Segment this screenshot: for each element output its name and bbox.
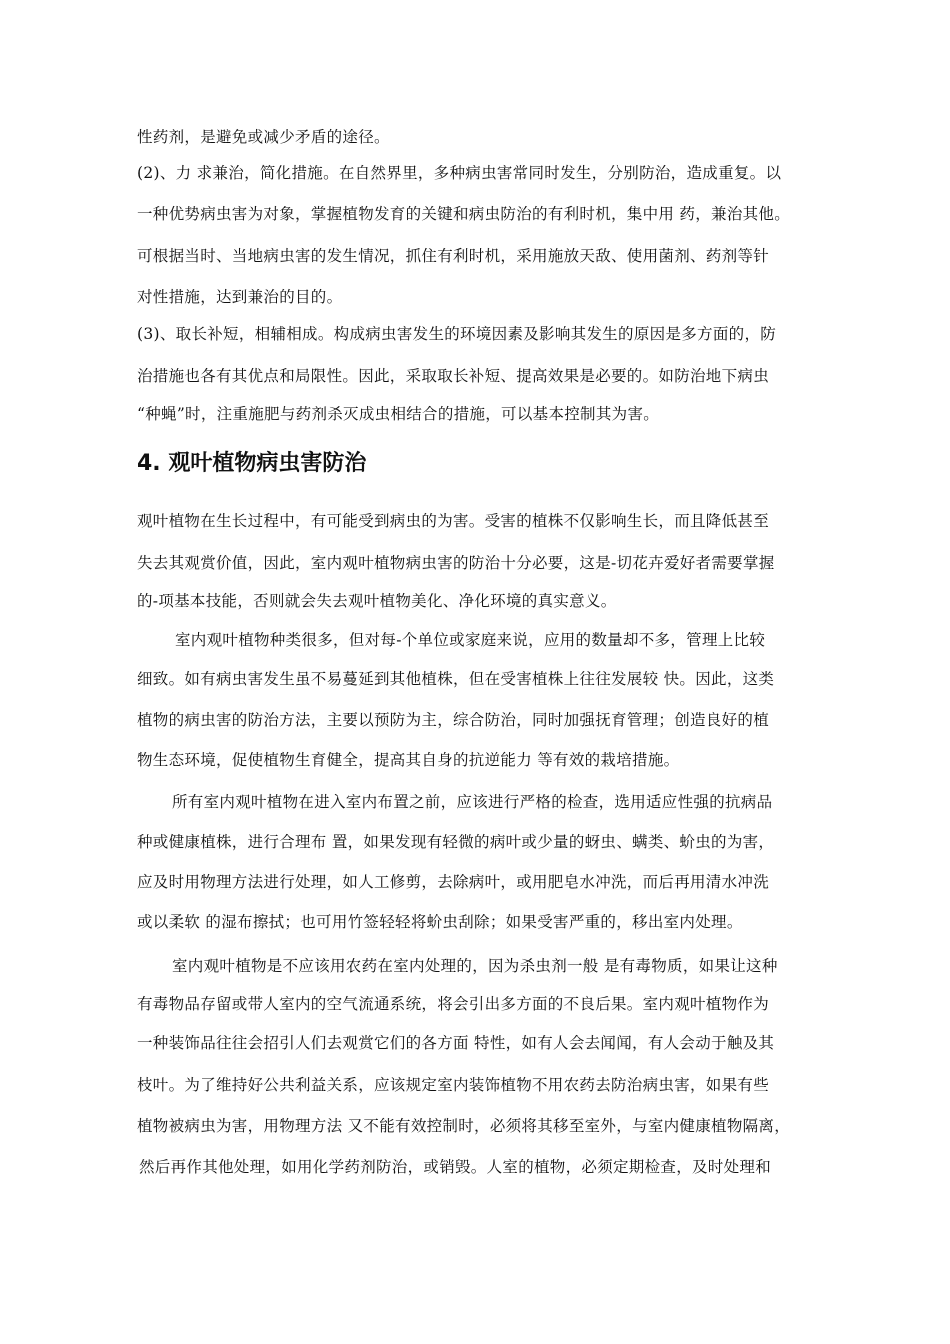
- text-line: 应及时用物理方法进行处理，如人工修剪，去除病叶，或用肥皂水冲洗，而后再用清水冲洗: [137, 873, 770, 891]
- text-line: “种蝇”时，注重施肥与药剂杀灭成虫相结合的措施，可以基本控制其为害。: [137, 405, 660, 423]
- text-line: 的-项基本技能，否则就会失去观叶植物美化、净化环境的真实意义。: [137, 592, 617, 610]
- text-line: 物生态环境，促使植物生育健全，提高其自身的抗逆能力 等有效的栽培措施。: [137, 751, 680, 769]
- text-line: 有毒物品存留或带人室内的空气流通系统，将会引出多方面的不良后果。室内观叶植物作为: [137, 995, 770, 1013]
- section-heading: 4. 观叶植物病虫害防治: [137, 451, 367, 476]
- text-line: 失去其观赏价值，因此，室内观叶植物病虫害的防治十分必要，这是-切花卉爱好者需要掌握: [137, 554, 775, 572]
- text-line: 植物被病虫为害，用物理方法 又不能有效控制时，必须将其移至室外，与室内健康植物隔离，: [137, 1117, 791, 1135]
- text-line: 然后再作其他处理，如用化学药剂防治，或销毁。人室的植物，必须定期检查，及时处理和: [139, 1158, 772, 1176]
- text-line: 室内观叶植物是不应该用农药在室内处理的，因为杀虫剂一般 是有毒物质，如果让这种: [172, 957, 778, 975]
- text-line: (2)、力 求兼治，简化措施。在自然界里，多种病虫害常同时发生，分别防治，造成重复。以: [137, 164, 782, 182]
- text-line: 植物的病虫害的防治方法，主要以预防为主，综合防治，同时加强抚育管理；创造良好的植: [137, 711, 770, 729]
- text-line: 对性措施，达到兼治的目的。: [137, 288, 343, 306]
- text-line: 细致。如有病虫害发生虽不易蔓延到其他植株，但在受害植株上往往发展较 快。因此，这类: [137, 670, 775, 688]
- text-line: (3)、取长补短，相辅相成。构成病虫害发生的环境因素及影响其发生的原因是多方面的，防: [137, 325, 777, 343]
- text-line: 性药剂，是避免或减少矛盾的途径。: [137, 128, 390, 146]
- text-line: 枝叶。为了维持好公共利益关系，应该规定室内装饰植物不用农药去防治病虫害，如果有些: [137, 1076, 770, 1094]
- text-line: 一种装饰品往往会招引人们去观赏它们的各方面 特性，如有人会去闻闻，有人会动于触及其: [137, 1034, 775, 1052]
- text-line: 治措施也各有其优点和局限性。因此，采取取长补短、提高效果是必要的。如防治地下病虫: [137, 367, 770, 385]
- text-line: 观叶植物在生长过程中，有可能受到病虫的为害。受害的植株不仅影响生长，而且降低甚至: [137, 512, 770, 530]
- text-line: 或以柔软 的湿布擦拭；也可用竹签轻轻将蚧虫刮除；如果受害严重的，移出室内处理。: [137, 913, 743, 931]
- text-line: 一种优势病虫害为对象，掌握植物发育的关键和病虫防治的有利时机，集中用 药，兼治其他。: [137, 205, 791, 223]
- text-line: 种或健康植株，进行合理布 置，如果发现有轻微的病叶或少量的蚜虫、螨类、蚧虫的为害，: [137, 833, 775, 851]
- text-line: 室内观叶植物种类很多，但对每-个单位或家庭来说，应用的数量却不多，管理上比较: [175, 631, 766, 649]
- text-line: 所有室内观叶植物在进入室内布置之前，应该进行严格的检查，选用适应性强的抗病品: [172, 793, 773, 811]
- text-line: 可根据当时、当地病虫害的发生情况，抓住有利时机，采用施放天敌、使用菌剂、药剂等针: [137, 247, 770, 265]
